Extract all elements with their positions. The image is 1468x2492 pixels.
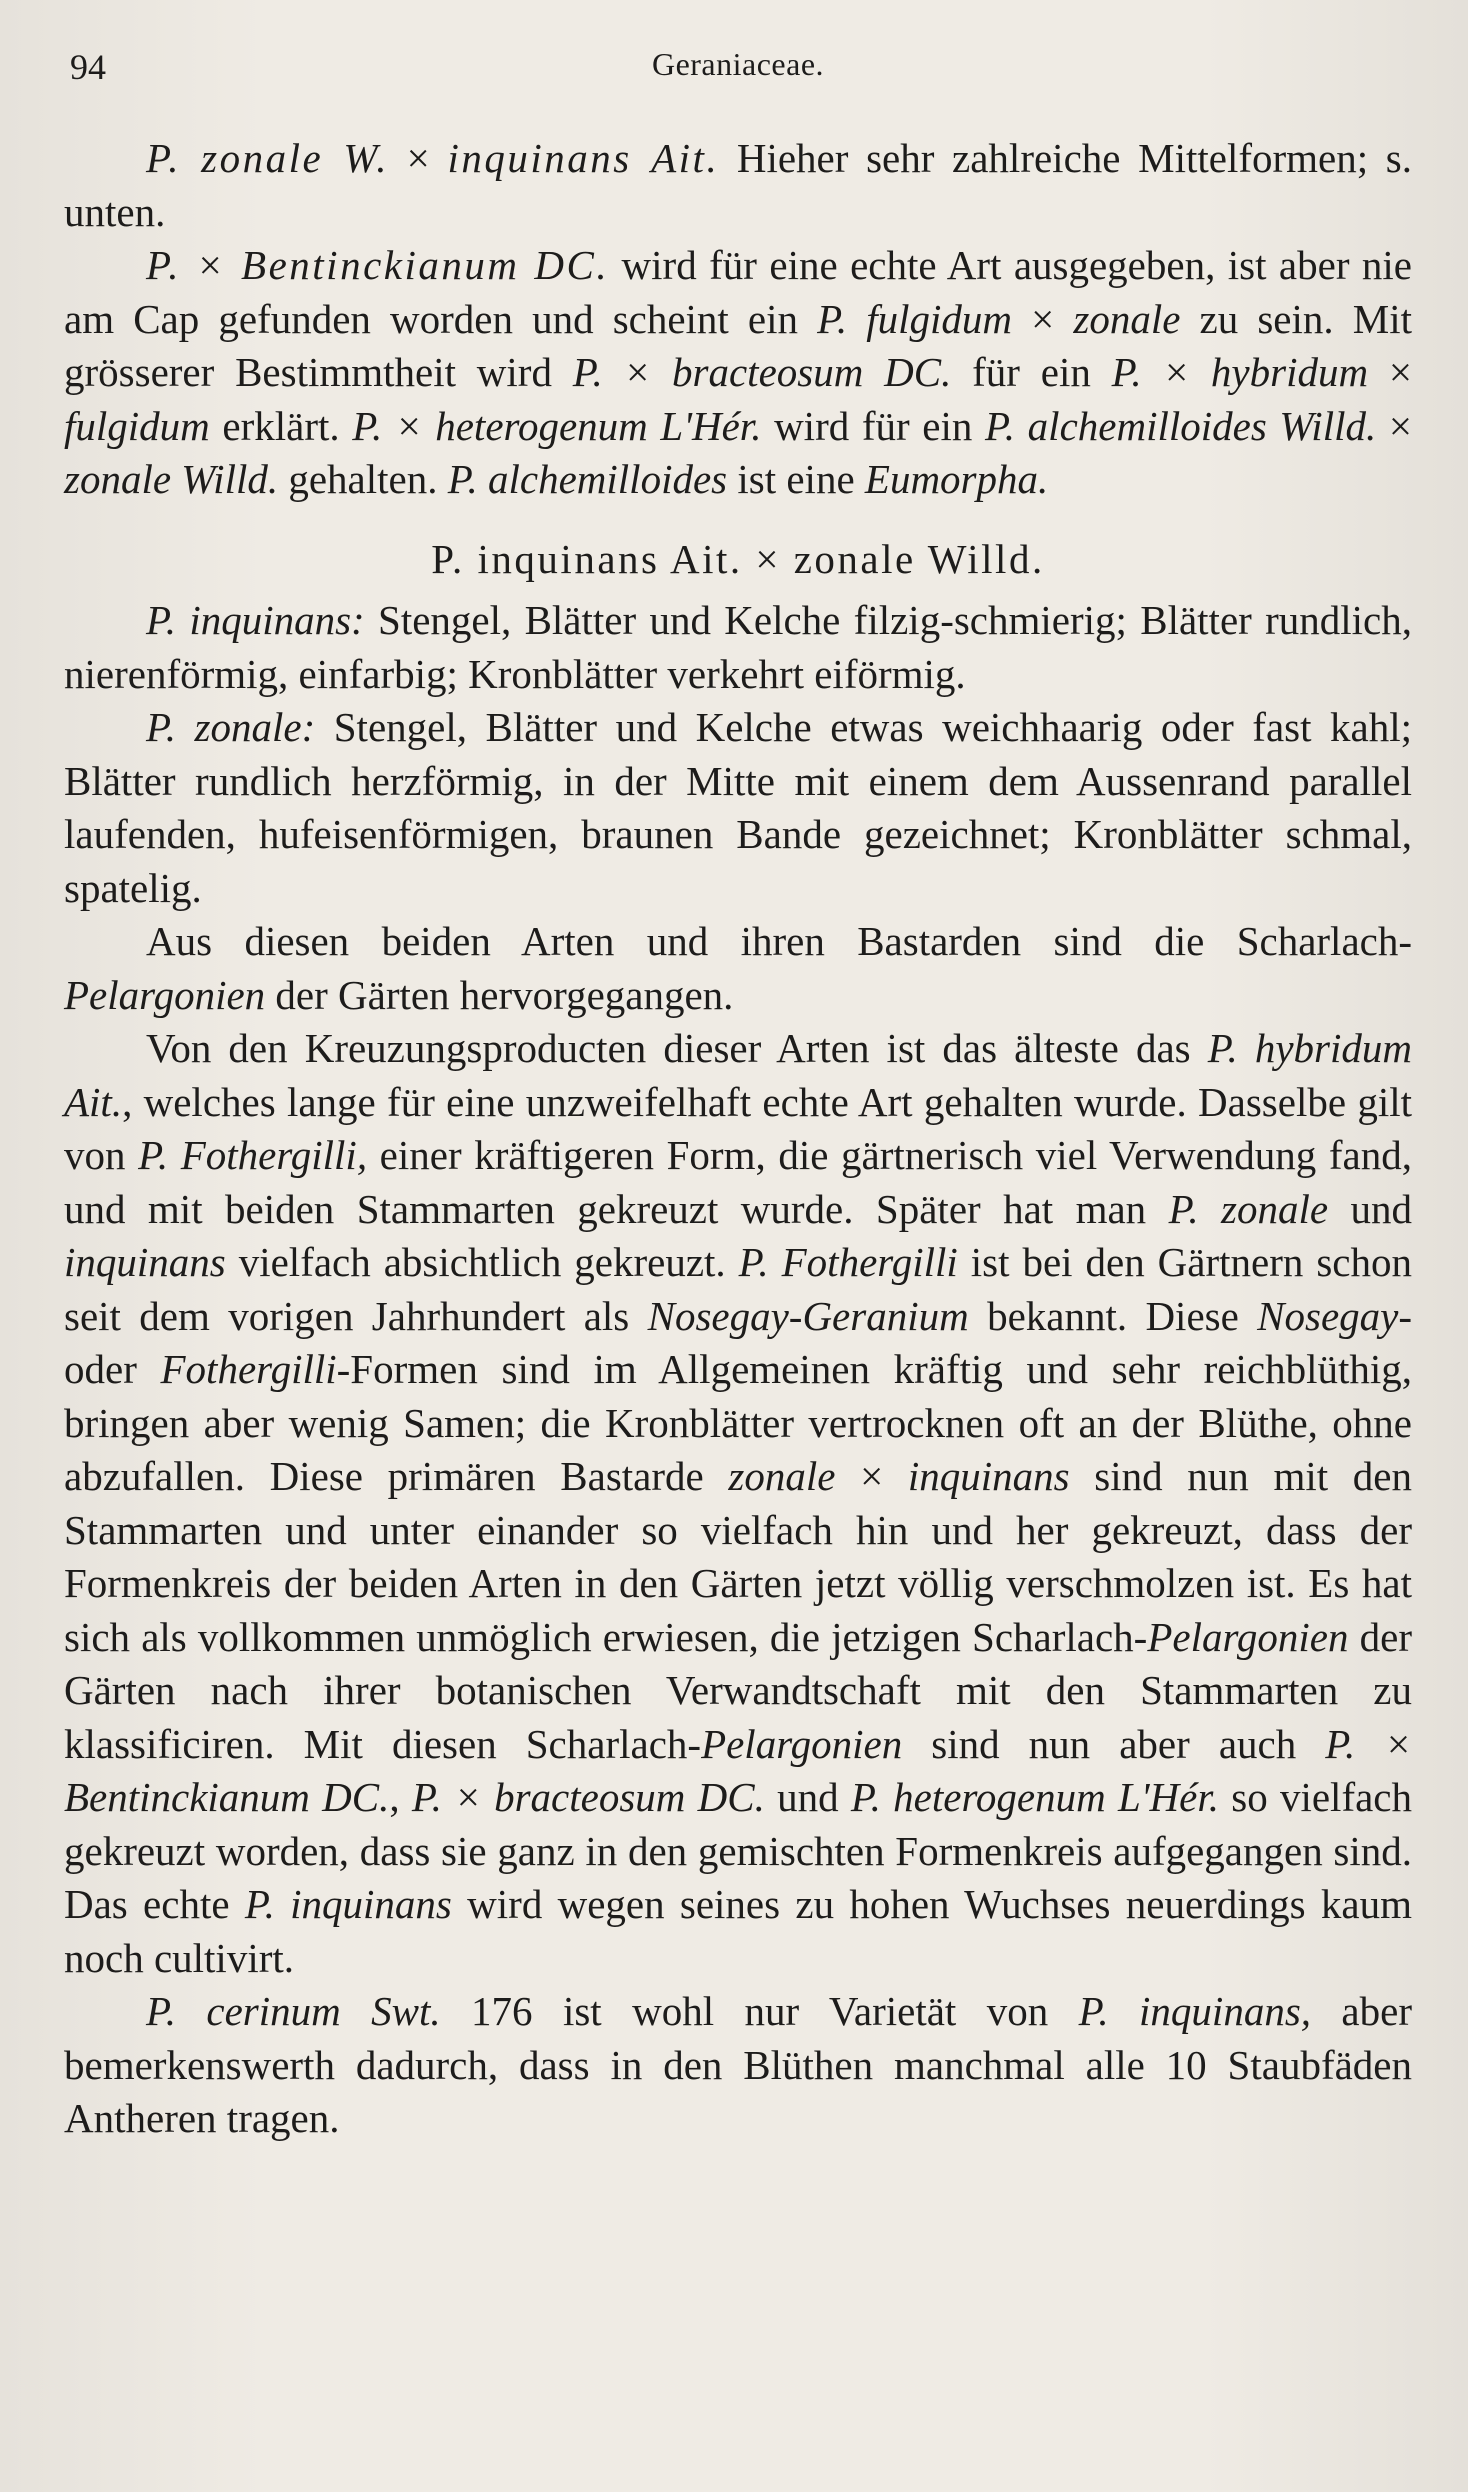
- text-run: aber bemerkenswerth dadurch, dass in den Blüthen manchmal alle 10 Staubfäden Antheren tragen.: [64, 1988, 1412, 2141]
- species-name: Nosegay-Geranium: [647, 1292, 969, 1339]
- text-run: der Gärten hervorgegangen.: [265, 971, 734, 1018]
- hybrid-sign: ×: [1012, 295, 1074, 342]
- species-name: inquinans: [64, 1239, 226, 1285]
- text-run: so vielfach gekreuzt worden, dass sie ganz in den gemischten Formenkreis aufgegangen sind. Das echte: [64, 1774, 1413, 1927]
- species-name: P. zonale: [1168, 1185, 1329, 1232]
- species-name: P. × bracteosum DC.: [411, 1774, 765, 1820]
- species-name: inquinans: [907, 1453, 1070, 1499]
- paragraph-zonale-inquinans: [64, 132, 1412, 239]
- species-name: inquinans Ait.: [447, 135, 720, 181]
- paragraph-zonale-description: [64, 701, 1412, 915]
- paragraph-scharlach-pelargonien: [64, 915, 1412, 1022]
- species-name: P. inquinans:: [146, 597, 365, 643]
- species-name: P. Fothergilli,: [138, 1132, 368, 1178]
- page-header: [64, 46, 1412, 110]
- text-run: Hieher sehr zahlreiche Mittelformen; s. unten.: [64, 135, 1412, 235]
- genus-name: Pelargonien: [1147, 1613, 1349, 1660]
- species-name: P. × Bentinckianum DC.: [64, 1720, 1412, 1820]
- species-name: P. × hybridum: [1111, 349, 1369, 395]
- species-name: P. alchemilloides Willd.: [985, 402, 1377, 449]
- species-name: P. Fothergilli: [738, 1239, 958, 1285]
- species-name: P. fulgidum: [817, 295, 1013, 342]
- species-name: P. × bracteosum DC.: [572, 349, 952, 395]
- species-name: P. zonale W.: [146, 135, 390, 181]
- text-run: wird für eine echte Art ausgegeben, ist aber nie am Cap gefunden worden und scheint ein: [64, 242, 1412, 342]
- text-run: ,: [389, 1774, 412, 1820]
- text-run: einer kräftigeren Form, die gärtnerisch viel Verwendung fand, und mit beiden Stammarten gekreuzt wurde. Später hat man: [64, 1132, 1412, 1232]
- text-run: wird wegen seines zu hohen Wuchses neuerdings kaum noch cultivirt.: [64, 1881, 1413, 1981]
- text-run: und: [764, 1774, 851, 1820]
- hybrid-sign: ×: [389, 135, 448, 181]
- text-run: bekannt. Diese: [968, 1292, 1258, 1339]
- text-run: für ein: [951, 349, 1112, 395]
- species-name: P. hybridum Ait.: [64, 1025, 1412, 1125]
- text-run: sind nun mit den Stammarten und unter einander so vielfach hin und her gekreuzt, dass der Formenkreis der beiden Arten in den Gärten jetzt völlig verschmolzen ist. Es hat sich als vollkommen unmöglich erwiesen, die jetzigen Scharlach-: [64, 1453, 1412, 1660]
- text-run: der Gärten nach ihrer botanischen Verwandtschaft mit den Stammarten zu klassificiren. Mit diesen Scharlach-: [64, 1613, 1412, 1767]
- hybrid-sign: ×: [835, 1453, 908, 1499]
- species-name: Eumorpha.: [864, 456, 1049, 502]
- text-run: wird für ein: [761, 402, 986, 449]
- species-name: zonale: [728, 1453, 836, 1499]
- text-run: Von den Kreuzungsproducten dieser Arten ist das älteste das: [146, 1025, 1208, 1071]
- species-name: P. zonale:: [146, 704, 316, 750]
- hybrid-sign: ×: [1368, 349, 1412, 395]
- text-run: oder: [64, 1346, 161, 1392]
- genus-name: Pelargonien: [701, 1720, 903, 1767]
- text-run: Stengel, Blätter und Kelche filzig-schmierig; Blätter rundlich, nierenförmig, einfarbig; Kronblätter verkehrt eiförmig.: [64, 597, 1412, 697]
- paragraph-inquinans-description: [64, 594, 1412, 701]
- text-run: -Formen sind im Allgemeinen kräftig und sehr reichblüthig, bringen aber wenig Samen; die Kronblätter vertrocknen oft an der Blüthe, ohne abzufallen. Diese primären Bastarde: [64, 1346, 1412, 1499]
- species-name: fulgidum: [64, 402, 210, 449]
- text-run: Aus diesen beiden Arten und ihren Bastarden sind die Scharlach-: [146, 918, 1412, 964]
- species-name: P. heterogenum L'Hér.: [850, 1774, 1219, 1820]
- page-body: [64, 132, 1412, 2146]
- hybrid-sign: ×: [1376, 402, 1412, 449]
- species-name: P. inquinans: [244, 1881, 452, 1927]
- text-run: ist eine: [727, 456, 865, 502]
- paragraph-kreuzungsproducte: [64, 1022, 1412, 1985]
- text-run: 176 ist wohl nur Varietät von: [440, 1988, 1079, 2034]
- species-name: P. × Bentinckianum DC.: [146, 242, 610, 288]
- running-title: Geraniaceae.: [651, 46, 825, 82]
- species-name: P. inquinans,: [1078, 1988, 1312, 2034]
- species-name: zonale Willd.: [64, 456, 279, 502]
- text-run: gehalten.: [278, 456, 448, 502]
- text-run: zu sein. Mit grösserer Bestimmtheit wird: [64, 295, 1412, 395]
- page-number: 94: [70, 47, 106, 87]
- text-run: sind nun aber auch: [902, 1720, 1326, 1767]
- species-name: Nosegay-: [1257, 1292, 1412, 1339]
- species-name: Fothergilli: [160, 1346, 337, 1392]
- paragraph-bentinckianum: [64, 239, 1412, 507]
- text-run: erklärt.: [209, 402, 353, 449]
- text-run: vielfach absichtlich gekreuzt.: [225, 1239, 739, 1285]
- paragraph-cerinum: [64, 1985, 1412, 2146]
- text-run: und: [1328, 1185, 1413, 1232]
- species-name: zonale: [1073, 295, 1181, 342]
- text-run: ist bei den Gärtnern schon seit dem vorigen Jahrhundert als: [64, 1239, 1412, 1339]
- species-name: P. × heterogenum L'Hér.: [352, 402, 762, 449]
- text-run: Stengel, Blätter und Kelche etwas weichhaarig oder fast kahl; Blätter rundlich herzförmig, in der Mitte mit einem dem Aussenrand parallel laufenden, hufeisenförmigen, braunen Bande gezeichnet; Kronblätter schmal, spatelig.: [64, 704, 1412, 911]
- species-name: P. cerinum Swt.: [146, 1988, 441, 2034]
- species-name: P. alchemilloides: [447, 456, 728, 502]
- section-heading: P. inquinans Ait. × zonale Willd.: [431, 535, 1045, 582]
- genus-name: Pelargonien: [64, 971, 266, 1018]
- text-run: , welches lange für eine unzweifelhaft echte Art gehalten wurde. Dasselbe gilt von: [64, 1078, 1412, 1178]
